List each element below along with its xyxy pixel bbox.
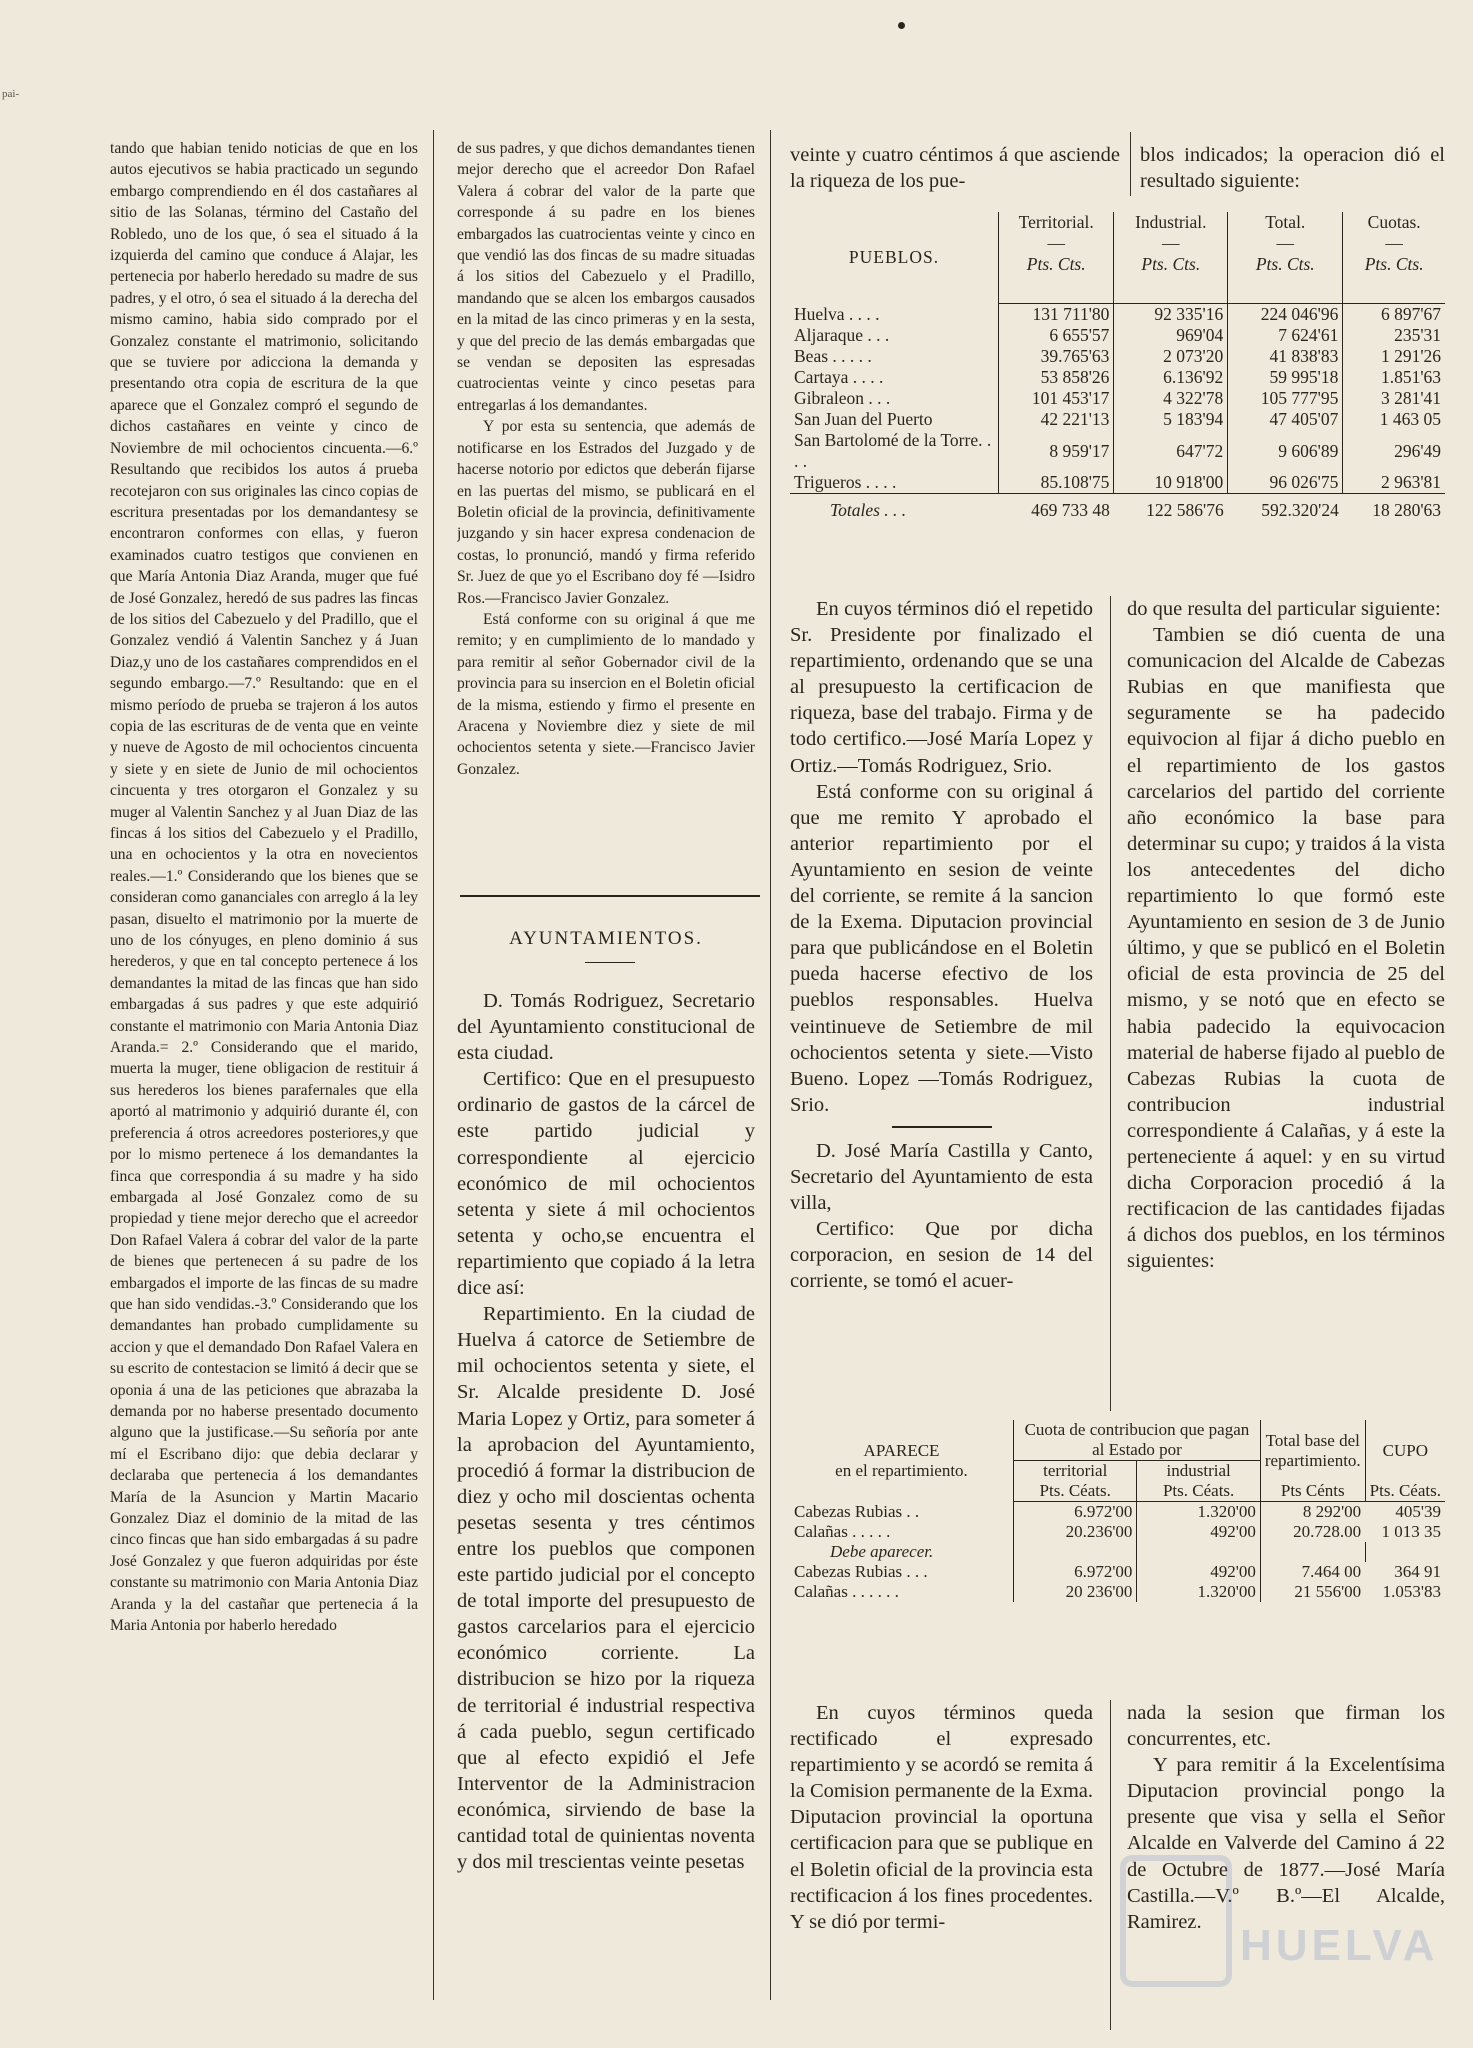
industrial-subheader: industrial [1137, 1461, 1260, 1482]
industrial-value: 647'72 [1114, 430, 1228, 472]
cupo-value: 405'39 [1395, 1502, 1441, 1521]
table-row [790, 1582, 1445, 1602]
pueblo-name: Cartaya . . . . [794, 367, 884, 387]
industrial-value: 92 335'16 [1114, 304, 1228, 326]
total-value: 41 838'83 [1228, 346, 1343, 367]
cuota-value: 235'31 [1343, 325, 1445, 346]
library-stamp [1120, 1855, 1450, 1995]
edge-mark: pai- [2, 88, 20, 100]
col3-paragraph-1: En cuyos términos dió el repetido Sr. Presidente por finalizado el repartimiento, ordenando que se una al presupuesto la certificacion de riqueza, base del trabajo. Firma y de todo certifico.—José María Lopez y Ortiz.—Tomás Rodriguez, Srio. [790, 598, 1093, 777]
cuota-value: 296'49 [1343, 430, 1445, 472]
pueblo-name: Calañas . . . . . [794, 1522, 891, 1541]
column-rule-1 [433, 130, 434, 2000]
pueblo-name: Trigueros . . . . [794, 472, 897, 492]
col2-intro: D. Tomás Rodriguez, Secretario del Ayuntamiento constitucional de esta ciudad. [457, 990, 755, 1065]
units: Pts. Céats. [1014, 1481, 1137, 1502]
pueblo-name: Huelva . . . . [794, 303, 880, 324]
pueblos-header: PUEBLOS. [848, 247, 940, 268]
table-row [790, 1502, 1445, 1523]
debe-row [790, 1542, 1445, 1562]
total-value: 20.728.00 [1260, 1522, 1365, 1542]
pueblo-name: San Bartolomé de la Torre. . . . [794, 430, 992, 471]
units: Pts. Cts. [1343, 254, 1445, 304]
territorial-value: 131 711'80 [999, 304, 1114, 326]
pueblos-table [790, 212, 1445, 521]
total-value: 224 046'96 [1228, 304, 1343, 326]
debe-label: Debe aparecer. [830, 1542, 934, 1561]
totals-total: 592.320'24 [1228, 494, 1343, 522]
totals-industrial: 122 586'76 [1114, 494, 1228, 522]
col2-paragraph-2: Y por esta su sentencia, que además de notificarse en los Estrados del Juzgado y de hacerse notorio por edictos que deberán fijarse en las puertas del mismo, se publicará en el Boletin oficial de la provincia, definitivamente juzgando y sin hacer expresa condenacion de costas, lo pronunció, mandó y firma referido Sr. Juez de que yo el Escribano doy fé —Isidro Ros.—Francisco Javier Gonzalez. [457, 418, 755, 607]
territorial-value: 6.972'00 [1014, 1502, 1137, 1523]
table-row [790, 346, 1445, 367]
cuota-value: 2 963'81 [1343, 472, 1445, 494]
territorial-value: 6 655'57 [999, 325, 1114, 346]
col2-paragraph-3: Está conforme con su original á que me remito; y en cumplimiento de lo mandado y para remitir al señor Gobernador civil de la provincia para su insercion en el Boletin oficial de la misma, estiendo y firmo el presente en Aracena y Noviembre diez y siete de mil ochocientos setenta y siete.—Francisco Javier Gonzalez. [457, 610, 755, 778]
industrial-value: 969'04 [1114, 325, 1228, 346]
cuotas-header: Cuotas. [1343, 212, 1445, 233]
pueblo-name: Gibraleon . . . [794, 388, 891, 408]
col4-bottom-2: Y para remitir á la Excelentísima Diputacion provincial pongo la presente que visa y sella el Señor Alcalde en Valverde del Camino á 22 de Octubre de 1877.—José María Castilla.—V.º B.º—El Alcalde, Ramirez. [1127, 1754, 1445, 1933]
col3-paragraph-4: Certifico: Que por dicha corporacion, en sesion de 14 del corriente, se tomó el acuer- [790, 1218, 1093, 1293]
col2-paragraph-1: de sus padres, y que dichos demandantes tienen mejor derecho que el acreedor Don Rafael Valera á cobrar del valor de la parte que corresponde á su padre en los bienes embargados las cuatrocientas veinte y cinco en que vendió las dos fincas de su madre situadas á los sitios del Cabezuelo y el Pradillo, mandando que se alcen los embargos causados en la mitad de las cinco primeras y en la sesta, y que del precio de las demás embargadas que se vendan se depositen las espresadas cuatrocientas veinte y cinco pesetas para entregarlas á los demandantes. [457, 140, 755, 414]
column-3-mid [790, 596, 1093, 1411]
col4-bottom-1: nada la sesion que firman los concurrentes, etc. [1127, 1702, 1445, 1751]
table1-header-row [790, 212, 1445, 233]
column-1 [110, 138, 418, 2018]
column-3-bottom [790, 1700, 1093, 2030]
territorial-value: 8 959'17 [999, 430, 1114, 472]
territorial-value: 85.108'75 [999, 472, 1114, 494]
table2-aparece-rows [790, 1502, 1445, 1543]
total-value: 8 292'00 [1260, 1502, 1365, 1523]
table-row [790, 1562, 1445, 1582]
pueblo-name: Calañas . . . . . . [794, 1582, 899, 1601]
section-heading: AYUNTAMIENTOS. [509, 928, 703, 949]
territorial-value: 39.765'63 [999, 346, 1114, 367]
col4-top-text: blos indicados; la operacion dió el resultado siguiente: [1140, 144, 1445, 193]
table2-header-row-1 [790, 1420, 1445, 1461]
industrial-header: Industrial. [1114, 212, 1228, 233]
aparece-header [790, 1420, 1014, 1502]
total-value: 47 405'07 [1228, 409, 1343, 430]
cupo-value: 1.053'83 [1382, 1582, 1441, 1601]
industrial-value: 6.136'92 [1114, 367, 1228, 388]
cuota-value: 1 291'26 [1343, 346, 1445, 367]
total-value: 7.464 00 [1260, 1562, 1365, 1582]
total-value: 105 777'95 [1228, 388, 1343, 409]
col3-paragraph-3: D. José María Castilla y Canto, Secretario del Ayuntamiento de esta villa, [790, 1139, 1093, 1215]
units: Pts. Cts. [1228, 254, 1343, 304]
column-rule-2 [770, 130, 771, 2000]
cupo-header: CUPO [1365, 1420, 1445, 1481]
units: Pts. Cts. [1114, 254, 1228, 304]
industrial-value: 2 073'20 [1114, 346, 1228, 367]
total-value: 96 026'75 [1228, 472, 1343, 494]
industrial-value: 1.320'00 [1137, 1502, 1260, 1523]
units: Pts. Cts. [999, 254, 1114, 304]
column-2-top [457, 138, 755, 878]
stamp-text: HUELVA [1240, 1921, 1439, 1970]
cupo-value: 364 91 [1394, 1562, 1441, 1581]
column-rule-3-bottom [1110, 1700, 1111, 2030]
territorial-value: 20 236'00 [1014, 1582, 1137, 1602]
pueblo-name: Beas . . . . . [794, 346, 872, 366]
dash: — [1114, 233, 1228, 254]
table1-totals-row [790, 494, 1445, 522]
col3-top-text: veinte y cuatro céntimos á que asciende la riqueza de los pue- [790, 144, 1120, 193]
cuota-value: 1.851'63 [1343, 367, 1445, 388]
cuota-header: Cuota de contribucion que pagan al Estado por [1014, 1420, 1261, 1461]
total-base-header: Total base del repartimiento. [1260, 1420, 1365, 1481]
units: Pts. Céats. [1365, 1481, 1445, 1502]
column-4-mid [1127, 596, 1445, 1411]
table-row [790, 472, 1445, 494]
industrial-value: 1.320'00 [1137, 1582, 1260, 1602]
totals-territorial: 469 733 48 [999, 494, 1114, 522]
column-rule-3-mid [1110, 596, 1111, 1411]
col4-paragraph-2: Tambien se dió cuenta de una comunicacion del Alcalde de Cabezas Rubias en que manifiesta que seguramente se ha padecido equivocion al fijar á dicho pueblo en el repartimiento de los gastos carcelarios del partido del corriente año económico la base para determinar su cupo; y traidos á la vista los antecedentes del dicho repartimiento lo que formó este Ayuntamiento en sesion de 3 de Junio último, y que se publicó en el Boletin oficial de esta provincia de 25 del mismo, y se notó que en efecto se habia padecido la equivocacion material de haberse fijado al pueblo de Cabezas Rubias la cuota de contribucion industrial correspondiente á Calañas, y á este la perteneciente á aquel: y en su virtud dicha Corporacion procedió á la rectificacion de las cantidades fijadas á dichos dos pueblos, en los términos siguientes: [1127, 624, 1445, 1273]
total-value: 59 995'18 [1228, 367, 1343, 388]
col3-paragraph-2: Está conforme con su original á que me remito Y aprobado el anterior repartimiento por el Ayuntamiento en sesion de veinte del corriente, se remite á la sancion de la Exema. Diputacion provincial para que publicándose en el Boletin pueda hacerse efectivo de los pueblos responsables. Huelva veintinueve de Setiembre de mil ochocientos setenta y siete.—Visto Bueno. Lopez —Tomás Rodriguez, Srio. [790, 780, 1093, 1116]
units: Pts Cénts [1260, 1481, 1365, 1502]
units: Pts. Céats. [1137, 1481, 1260, 1502]
industrial-value: 5 183'94 [1114, 409, 1228, 430]
territorial-subheader: territorial [1014, 1461, 1137, 1482]
industrial-value: 4 322'78 [1114, 388, 1228, 409]
table-row [790, 1522, 1445, 1542]
col3-bottom-text: En cuyos términos queda rectificado el expresado repartimiento y se acordó se remita á la Comision permanente de la Exma. Diputacion provincial la oportuna certificacion para que se publique en el Boletin oficial de la provincia esta rectificacion á los fines procedentes. Y se dió por termi- [790, 1702, 1093, 1933]
industrial-value: 492'00 [1137, 1562, 1260, 1582]
industrial-value: 492'00 [1137, 1522, 1260, 1542]
separator [892, 1126, 992, 1128]
cupo-value: 1 013 35 [1381, 1522, 1441, 1541]
totals-cuota: 18 280'63 [1343, 494, 1445, 522]
table-row [790, 304, 1445, 326]
table2-debe-rows [790, 1562, 1445, 1602]
top-dot [898, 22, 905, 29]
territorial-value: 101 453'17 [999, 388, 1114, 409]
table-row [790, 388, 1445, 409]
col4-paragraph-1: do que resulta del particular siguiente: [1127, 598, 1441, 620]
cuota-value: 6 897'67 [1343, 304, 1445, 326]
aparece-title: APARECE [863, 1440, 940, 1460]
col2-certifico: Certifico: Que en el presupuesto ordinario de gastos de la cárcel de este partido judicial y correspondiente al ejercicio económico de mil ochocientos setenta y siete á mil ochocientos setenta y ocho,se encuentra el repartimiento que copiado á la letra dice así: [457, 1068, 755, 1300]
industrial-value: 10 918'00 [1114, 472, 1228, 494]
totals-label: Totales . . . [790, 494, 999, 522]
total-header: Total. [1228, 212, 1343, 233]
cupo-table [790, 1420, 1445, 1602]
table-row [790, 325, 1445, 346]
table-row [790, 430, 1445, 472]
stamp-logo-icon [1120, 1855, 1232, 1987]
territorial-value: 6.972'00 [1014, 1562, 1137, 1582]
pueblo-name: San Juan del Puerto [794, 409, 933, 429]
pueblo-name: Cabezas Rubias . . . [794, 1562, 928, 1581]
col2-repartimiento: Repartimiento. En la ciudad de Huelva á catorce de Setiembre de mil ochocientos setenta y siete, el Sr. Alcalde presidente D. José Maria Lopez y Ortiz, para someter á la aprobacion del Ayuntamiento, procedió á formar la distribucion de diez y ocho mil doscientas ochenta pesetas sesenta y tres céntimos entre los pueblos que componen este partido judicial por el concepto de total importe del presupuesto de gastos carcelarios para el ejercicio económico corriente. La distribucion se hizo por la riqueza de territorial é industrial respectiva á cada pueblo, segun certificado que al efecto expidió el Jefe Interventor de la Administracion económica, sirviendo de base la cantidad total de quinientas noventa y dos mil trescientas veinte pesetas [457, 1303, 755, 1874]
col1-paragraph: tando que habian tenido noticias de que en los autos ejecutivos se habia practicado un segundo embargo comprendiendo en él dos castañares al sitio de las Solanas, término del Castaño del Robledo, uno de los que, ó sea el situado á la izquierda del camino que conduce á Alajar, les pertenecia por haberlo heredado su madre de sus padres, y el otro, ó sea el situado á la derecha del mismo camino, habia sido comprado por el Gonzalez constante el matrimonio, solicitando que se tuviere por adicciona la demanda y presentando otra copia de escritura de la que aparece que el Gonzalez compró el segundo de dichos castañares en veinte y cinco de Noviembre de mil ochocientos cincuenta.—6.º Resultando que recibidos los autos á prueba recotejaron con sus originales las cinco copias de escritura presentadas por los demandantesy se encontraron conformes con ellas, y fueron examinados cuatro testigos que convienen en que María Antonia Diaz Aranda, muger que fué de José Gonzalez, heredó de sus padres las fincas de los sitios del Cabezuelo y del Pradillo, que el Gonzalez vendió á Valentin Sanchez y á Juan Diaz,y uno de los castañares comprendidos en el segundo embargo.—7.º Resultando: que en el mismo período de prueba se trajeron á los autos copia de las escrituras de de venta que en veinte y nueve de Agosto de mil ochocientos cincuenta y siete y en siete de Junio de mil ochocientos cincuenta y tres otorgaron el Gonzalez y su muger al Valentin Sanchez y al Juan Diaz de las fincas á los sitios del Cabezuelo y el Pradillo, una en ochocientos y la otra en novecientos reales.—1.º Considerando que los bienes que se consideran como gananciales con arreglo á la ley pasan, disuelto el matrimonio por la muerte de uno de los cónyuges, en pleno dominio á sus herederos, y que en tal concepto pertenece á los demandantes la mitad de las fincas que han sido embargadas á sus padres y que este adquirió constante el matrimonio con Maria Antonia Diaz Aranda.= 2.º Considerando que el marido, muerta la muger, tiene obligacion de restituir á sus herederos los bienes parafernales que ella aportó al matrimonio y adquirió durante él, con preferencia á otros acreedores posteriores,y que por lo mismo pertenece á los demandantes la finca que correspondia á su madre y ha sido embargada al José Gonzalez como de su propiedad y tiene mejor derecho que el acreedor Don Rafael Valera á cobrar del valor de la parte de bienes que pertenecen á su padre de los embargados el importe de las fincas de su madre que han sido vendidas.-3.º Considerando que los demandantes han probado cumplidamente su accion y que el demandado Don Rafael Valera en su escrito de contestacion se limitó á decir que se oponia á una de las peticiones que abrazaba la demanda por no haberse presentado documento alguno que la justificase.—Su señoría por ante mí el Escribano dijo: que debia declarar y declaraba que pertenecia á los demandantes María de la Asuncion y Martin Macario Gonzalez Diaz el dominio de la mitad de las cinco fincas que han sido embargadas á su padre José Gonzalez y que fueron adquiridas por éste constante su matrimonio con Maria Antonia Diaz Aranda y la del castañar que pertenecia á la Maria Antonia por haberlo heredado [110, 140, 418, 1635]
total-value: 7 624'61 [1228, 325, 1343, 346]
cuota-value: 1 463 05 [1343, 409, 1445, 430]
column-rule-3-top [1130, 132, 1131, 196]
dash: — [1343, 233, 1445, 254]
total-value: 9 606'89 [1228, 430, 1343, 472]
column-4-top [1140, 142, 1445, 202]
territorial-value: 42 221'13 [999, 409, 1114, 430]
territorial-value: 53 858'26 [999, 367, 1114, 388]
column-3-top [790, 142, 1120, 202]
dash: — [999, 233, 1114, 254]
table-row [790, 409, 1445, 430]
pueblo-name: Cabezas Rubias . . [794, 1501, 920, 1521]
heading-underline [585, 962, 635, 963]
section-divider [460, 895, 760, 897]
territorial-value: 20.236'00 [1014, 1522, 1137, 1542]
cuota-value: 3 281'41 [1343, 388, 1445, 409]
dash: — [1228, 233, 1343, 254]
aparece-subtitle: en el repartimiento. [835, 1460, 968, 1480]
table-row [790, 367, 1445, 388]
total-value: 21 556'00 [1260, 1582, 1365, 1602]
pueblo-name: Aljaraque . . . [794, 325, 890, 345]
column-2-bottom [457, 988, 755, 2028]
table1-body [790, 304, 1445, 494]
territorial-header: Territorial. [999, 212, 1114, 233]
